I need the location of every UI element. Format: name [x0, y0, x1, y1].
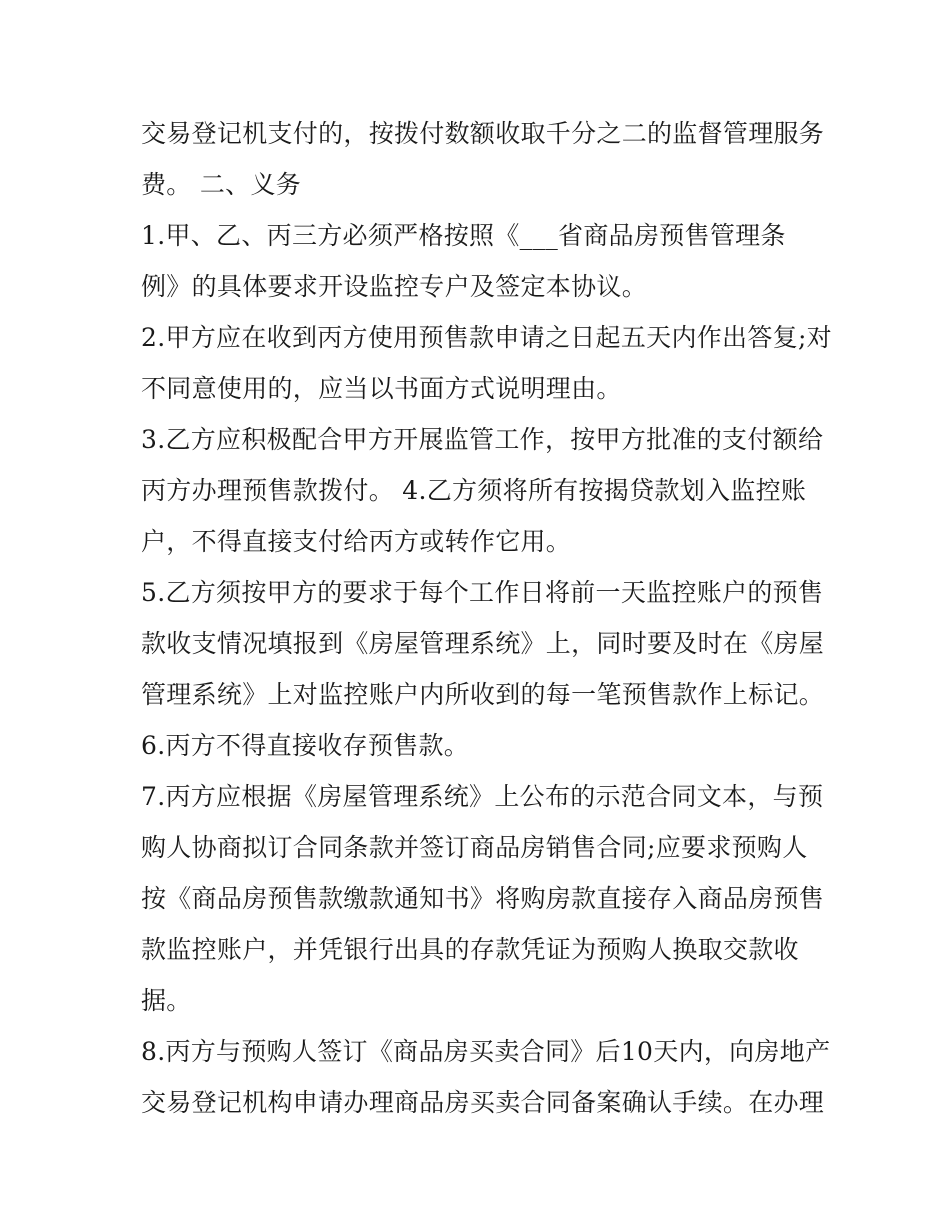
text-line: 6.丙方不得直接收存预售款。	[141, 731, 470, 760]
text-line: 例》的具体要求开设监控专户及签定本协议。	[141, 272, 648, 301]
text-line: 7.丙方应根据《房屋管理系统》上公布的示范合同文本，与预	[141, 782, 824, 811]
text-line: 5.乙方须按甲方的要求于每个工作日将前一天监控账户的预售	[141, 578, 824, 607]
text-line: 户，不得直接支付给丙方或转作它用。	[141, 527, 572, 556]
text-line: 购人协商拟订合同条款并签订商品房销售合同;应要求预购人	[141, 833, 808, 862]
text-line: 不同意使用的，应当以书面方式说明理由。	[141, 374, 622, 403]
text-line: 1.甲、乙、丙三方必须严格按照《___省商品房预售管理条	[141, 221, 786, 250]
text-line: 据。	[141, 986, 192, 1015]
text-line: 费。 二、义务	[141, 170, 302, 199]
text-line: 丙方办理预售款拨付。 4.乙方须将所有按揭贷款划入监控账	[141, 476, 807, 505]
text-line: 2.甲方应在收到丙方使用预售款申请之日起五天内作出答复;对	[141, 323, 832, 352]
text-line: 款监控账户，并凭银行出具的存款凭证为预购人换取交款收	[141, 935, 799, 964]
text-line: 3.乙方应积极配合甲方开展监管工作，按甲方批准的支付额给	[141, 425, 824, 454]
document-body	[141, 108, 832, 1128]
text-line: 交易登记机构申请办理商品房买卖合同备案确认手续。在办理	[141, 1088, 825, 1117]
text-line: 款收支情况填报到《房屋管理系统》上，同时要及时在《房屋	[141, 629, 825, 658]
text-line: 交易登记机支付的，按拨付数额收取千分之二的监督管理服务	[141, 119, 825, 148]
text-line: 管理系统》上对监控账户内所收到的每一笔预售款作上标记。	[141, 680, 825, 709]
text-line: 按《商品房预售款缴款通知书》将购房款直接存入商品房预售	[141, 884, 825, 913]
text-line: 8.丙方与预购人签订《商品房买卖合同》后10天内，向房地产	[141, 1037, 831, 1066]
